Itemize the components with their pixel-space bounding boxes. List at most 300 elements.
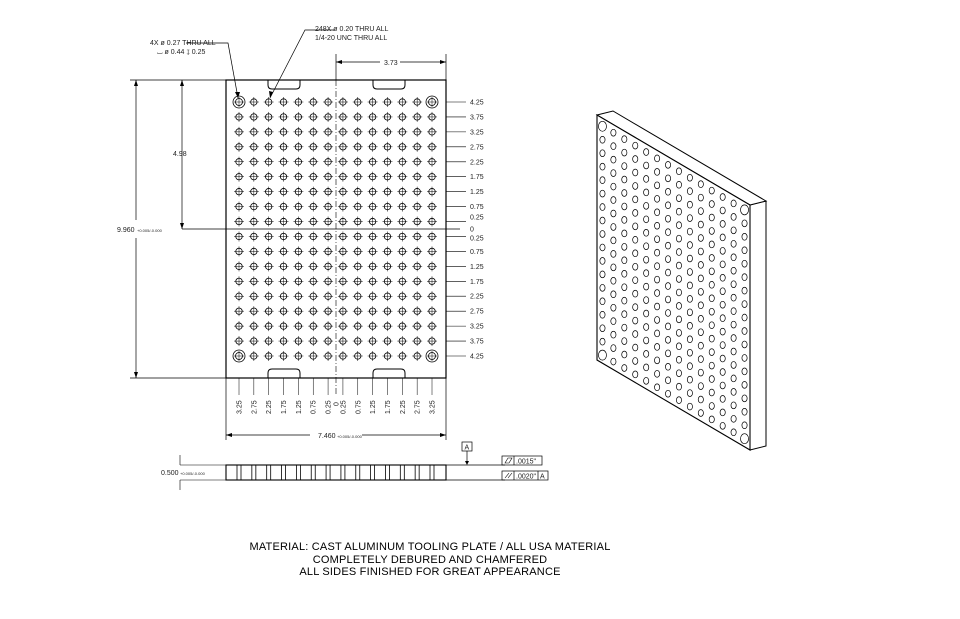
iso-grid-hole (665, 215, 670, 222)
grid-hole (293, 187, 303, 197)
grid-hole (397, 261, 407, 271)
grid-hole (279, 246, 289, 256)
iso-grid-hole (698, 288, 703, 295)
iso-grid-hole (720, 194, 725, 201)
grid-hole (279, 202, 289, 212)
flatness-icon (505, 458, 512, 463)
grid-hole (249, 157, 259, 167)
iso-grid-hole (676, 181, 681, 188)
parallelism-icon (505, 473, 512, 478)
grid-hole (279, 157, 289, 167)
iso-grid-hole (709, 214, 714, 221)
grid-hole (353, 231, 363, 241)
iso-grid-hole (633, 236, 638, 243)
iso-grid-hole (709, 228, 714, 235)
bottom-slot (373, 369, 405, 378)
iso-grid-hole (742, 287, 747, 294)
iso-grid-hole (633, 142, 638, 149)
iso-grid-hole (600, 204, 605, 211)
iso-grid-hole (720, 315, 725, 322)
grid-hole (279, 142, 289, 152)
grid-hole (293, 231, 303, 241)
grid-hole (264, 231, 274, 241)
iso-grid-hole (600, 217, 605, 224)
grid-hole (412, 187, 422, 197)
grid-hole (427, 172, 437, 182)
iso-grid-hole (611, 318, 616, 325)
grid-hole (412, 142, 422, 152)
iso-tooling-hole (598, 350, 606, 360)
iso-grid-hole (698, 342, 703, 349)
grid-hole (353, 187, 363, 197)
grid-hole (412, 202, 422, 212)
iso-tooling-hole (741, 434, 749, 444)
iso-grid-hole (709, 241, 714, 248)
iso-front-face (597, 115, 750, 450)
iso-grid-hole (622, 257, 627, 264)
grid-hole (382, 127, 392, 137)
iso-grid-hole (611, 183, 616, 190)
iso-grid-hole (600, 271, 605, 278)
grid-hole (397, 351, 407, 361)
iso-grid-hole (720, 342, 725, 349)
grid-hole (323, 202, 333, 212)
grid-hole (353, 127, 363, 137)
grid-hole (338, 187, 348, 197)
iso-grid-hole (731, 335, 736, 342)
grid-hole (353, 202, 363, 212)
iso-grid-hole (665, 350, 670, 357)
grid-hole (234, 112, 244, 122)
iso-grid-hole (731, 348, 736, 355)
grid-hole (234, 336, 244, 346)
note-finish: ALL SIDES FINISHED FOR GREAT APPEARANCE (299, 566, 561, 578)
column-label: 1.25 (295, 400, 303, 414)
iso-grid-hole (709, 187, 714, 194)
iso-grid-hole (611, 224, 616, 231)
iso-grid-hole (611, 237, 616, 244)
grid-hole (427, 202, 437, 212)
grid-hole (308, 336, 318, 346)
grid-hole (279, 112, 289, 122)
iso-grid-hole (676, 383, 681, 390)
drawing-notes (200, 541, 660, 579)
grid-hole (338, 276, 348, 286)
grid-hole (397, 336, 407, 346)
iso-grid-hole (633, 344, 638, 351)
grid-hole (249, 246, 259, 256)
grid-hole (397, 157, 407, 167)
grid-hole (249, 321, 259, 331)
column-label: 2.25 (266, 400, 274, 414)
grid-hole (427, 321, 437, 331)
grid-hole (382, 276, 392, 286)
grid-hole (293, 97, 303, 107)
grid-hole (368, 127, 378, 137)
grid-hole (338, 97, 348, 107)
grid-hole (397, 291, 407, 301)
iso-grid-hole (644, 364, 649, 371)
counterbore-callout: ⌴ ø 0.44 ↧ 0.25 (157, 49, 206, 56)
grid-hole (323, 276, 333, 286)
iso-grid-hole (687, 269, 692, 276)
tooling-hole-callout: 4X ø 0.27 THRU ALL (150, 40, 216, 47)
grid-hole (264, 351, 274, 361)
iso-grid-hole (731, 240, 736, 247)
grid-hole (427, 261, 437, 271)
iso-grid-hole (655, 330, 660, 337)
iso-grid-hole (665, 296, 670, 303)
note-deburr: COMPLETELY DEBURED AND CHAMFERED (312, 553, 548, 566)
iso-grid-hole (676, 329, 681, 336)
iso-grid-hole (731, 362, 736, 369)
iso-grid-hole (720, 247, 725, 254)
iso-grid-hole (622, 270, 627, 277)
iso-grid-hole (611, 264, 616, 271)
grid-hole (427, 142, 437, 152)
grid-hole (234, 321, 244, 331)
iso-grid-hole (698, 181, 703, 188)
grid-hole (412, 336, 422, 346)
iso-grid-hole (644, 270, 649, 277)
iso-grid-hole (611, 358, 616, 365)
iso-grid-hole (742, 355, 747, 362)
iso-grid-hole (655, 317, 660, 324)
grid-hole (397, 97, 407, 107)
grid-hole (382, 351, 392, 361)
grid-hole-callout: 248X ø 0.20 THRU ALL (315, 26, 389, 33)
grid-hole (308, 217, 318, 227)
row-label: 2.25 (470, 159, 484, 167)
iso-grid-hole (655, 384, 660, 391)
grid-hole (308, 187, 318, 197)
bottom-slot (268, 369, 300, 378)
iso-grid-hole (655, 182, 660, 189)
grid-hole (249, 276, 259, 286)
iso-grid-hole (644, 256, 649, 263)
grid-hole (308, 97, 318, 107)
iso-grid-hole (709, 201, 714, 208)
grid-hole (382, 306, 392, 316)
iso-grid-hole (698, 329, 703, 336)
grid-hole (427, 127, 437, 137)
grid-hole (264, 157, 274, 167)
grid-hole (264, 97, 274, 107)
grid-hole (279, 217, 289, 227)
iso-grid-hole (611, 345, 616, 352)
dim-width: 7.460 (318, 433, 336, 440)
iso-grid-hole (600, 190, 605, 197)
iso-grid-hole (665, 256, 670, 263)
iso-grid-hole (611, 210, 616, 217)
row-label: 2.75 (470, 144, 484, 152)
iso-grid-hole (600, 163, 605, 170)
grid-hole (264, 336, 274, 346)
iso-grid-hole (665, 336, 670, 343)
iso-grid-hole (720, 288, 725, 295)
grid-hole (368, 291, 378, 301)
grid-hole (264, 246, 274, 256)
iso-grid-hole (742, 368, 747, 375)
iso-grid-hole (742, 301, 747, 308)
grid-hole (427, 231, 437, 241)
iso-grid-hole (611, 304, 616, 311)
iso-grid-hole (676, 195, 681, 202)
iso-grid-hole (698, 208, 703, 215)
grid-hole (397, 306, 407, 316)
iso-grid-hole (644, 149, 649, 156)
iso-grid-hole (742, 341, 747, 348)
grid-hole (412, 97, 422, 107)
grid-hole (323, 97, 333, 107)
iso-grid-hole (633, 156, 638, 163)
iso-grid-hole (698, 383, 703, 390)
grid-hole (397, 202, 407, 212)
grid-hole (338, 321, 348, 331)
grid-hole (234, 276, 244, 286)
grid-hole (353, 351, 363, 361)
iso-grid-hole (655, 263, 660, 270)
iso-grid-hole (720, 369, 725, 376)
grid-hole (338, 127, 348, 137)
grid-hole (234, 306, 244, 316)
iso-grid-hole (698, 248, 703, 255)
iso-grid-hole (731, 200, 736, 207)
iso-grid-hole (644, 283, 649, 290)
iso-grid-hole (687, 390, 692, 397)
iso-grid-hole (698, 356, 703, 363)
iso-grid-hole (676, 397, 681, 404)
iso-grid-hole (622, 203, 627, 210)
grid-hole (368, 231, 378, 241)
row-label: 4.25 (470, 99, 484, 107)
iso-grid-hole (709, 335, 714, 342)
iso-grid-hole (633, 250, 638, 257)
iso-grid-hole (687, 403, 692, 410)
iso-grid-hole (742, 422, 747, 429)
column-label: 3.25 (429, 400, 437, 414)
grid-hole (279, 336, 289, 346)
iso-grid-hole (731, 254, 736, 261)
dim-height: 9.960 (117, 227, 135, 234)
row-label: 1.75 (470, 174, 484, 182)
iso-tooling-hole (598, 121, 606, 131)
iso-grid-hole (655, 155, 660, 162)
grid-hole (249, 231, 259, 241)
iso-grid-hole (622, 136, 627, 143)
grid-hole (264, 127, 274, 137)
iso-grid-hole (622, 163, 627, 170)
grid-hole (353, 217, 363, 227)
iso-grid-hole (687, 282, 692, 289)
iso-grid-hole (676, 370, 681, 377)
grid-hole (382, 112, 392, 122)
iso-grid-hole (676, 222, 681, 229)
iso-grid-hole (698, 221, 703, 228)
iso-grid-hole (709, 281, 714, 288)
grid-hole (234, 261, 244, 271)
iso-grid-hole (720, 234, 725, 241)
iso-grid-hole (698, 275, 703, 282)
grid-hole (353, 276, 363, 286)
grid-hole (427, 157, 437, 167)
grid-hole (412, 231, 422, 241)
grid-hole (323, 261, 333, 271)
iso-grid-hole (644, 297, 649, 304)
grid-hole (353, 172, 363, 182)
grid-hole (368, 187, 378, 197)
iso-grid-hole (633, 304, 638, 311)
iso-grid-hole (720, 396, 725, 403)
column-label: 0.25 (325, 400, 333, 414)
iso-tooling-hole (741, 205, 749, 215)
grid-hole (368, 276, 378, 286)
row-label: 2.75 (470, 308, 484, 316)
grid-hole (397, 172, 407, 182)
iso-grid-hole (720, 409, 725, 416)
iso-grid-hole (698, 262, 703, 269)
iso-grid-hole (698, 410, 703, 417)
grid-hole (279, 97, 289, 107)
iso-grid-hole (687, 201, 692, 208)
iso-grid-hole (687, 215, 692, 222)
grid-hole (279, 276, 289, 286)
grid-hole (338, 291, 348, 301)
iso-grid-hole (742, 220, 747, 227)
datum-label: A (464, 444, 470, 452)
note-material: MATERIAL: CAST ALUMINUM TOOLING PLATE / ALL USA MATERIAL (249, 541, 611, 553)
iso-grid-hole (611, 250, 616, 257)
iso-grid-hole (687, 309, 692, 316)
grid-hole (382, 231, 392, 241)
grid-hole (397, 231, 407, 241)
grid-hole (427, 291, 437, 301)
iso-grid-hole (720, 261, 725, 268)
iso-grid-hole (633, 277, 638, 284)
iso-grid-hole (687, 242, 692, 249)
iso-grid-hole (665, 161, 670, 168)
iso-grid-hole (698, 369, 703, 376)
column-label: 0 (333, 402, 341, 406)
iso-grid-hole (709, 322, 714, 329)
iso-grid-hole (731, 415, 736, 422)
iso-grid-hole (655, 290, 660, 297)
side-view (180, 442, 548, 490)
grid-hole (338, 306, 348, 316)
grid-hole (412, 261, 422, 271)
grid-hole (427, 112, 437, 122)
grid-hole (412, 276, 422, 286)
grid-hole (249, 261, 259, 271)
grid-hole (382, 291, 392, 301)
grid-hole (353, 291, 363, 301)
iso-grid-hole (720, 422, 725, 429)
grid-hole (293, 157, 303, 167)
grid-hole (323, 127, 333, 137)
iso-grid-hole (622, 284, 627, 291)
column-label: 1.75 (281, 400, 289, 414)
grid-hole (308, 202, 318, 212)
iso-grid-hole (644, 337, 649, 344)
grid-hole (249, 142, 259, 152)
iso-grid-hole (611, 129, 616, 136)
grid-hole (368, 351, 378, 361)
grid-hole (308, 306, 318, 316)
grid-hole (338, 336, 348, 346)
grid-hole (323, 172, 333, 182)
grid-hole (427, 306, 437, 316)
iso-grid-hole (709, 416, 714, 423)
grid-hole (412, 157, 422, 167)
iso-grid-hole (622, 243, 627, 250)
iso-grid-hole (633, 223, 638, 230)
iso-grid-hole (633, 169, 638, 176)
column-label: 3.25 (236, 400, 244, 414)
grid-hole (412, 172, 422, 182)
iso-grid-hole (742, 381, 747, 388)
grid-hole (308, 231, 318, 241)
iso-grid-hole (644, 324, 649, 331)
iso-grid-hole (731, 388, 736, 395)
dim-thickness: 0.500 (161, 470, 179, 477)
grid-hole (249, 291, 259, 301)
row-label: 0.75 (470, 248, 484, 256)
iso-grid-hole (742, 395, 747, 402)
grid-hole (279, 321, 289, 331)
grid-hole (249, 97, 259, 107)
column-label: 0.75 (355, 400, 363, 414)
grid-hole (353, 306, 363, 316)
iso-grid-hole (720, 207, 725, 214)
iso-grid-hole (611, 331, 616, 338)
grid-hole (234, 157, 244, 167)
isometric-view (597, 111, 766, 450)
iso-grid-hole (742, 274, 747, 281)
grid-hole (338, 202, 348, 212)
iso-grid-hole (622, 324, 627, 331)
iso-grid-hole (742, 328, 747, 335)
iso-grid-hole (731, 267, 736, 274)
grid-hole (382, 97, 392, 107)
top-slot (268, 80, 300, 89)
iso-grid-hole (687, 174, 692, 181)
grid-hole (338, 142, 348, 152)
iso-grid-hole (655, 276, 660, 283)
grid-hole (279, 291, 289, 301)
grid-hole (427, 276, 437, 286)
grid-hole (353, 336, 363, 346)
tooling-hole (426, 96, 438, 108)
grid-hole (249, 217, 259, 227)
iso-grid-hole (687, 336, 692, 343)
grid-hole (427, 187, 437, 197)
grid-hole (308, 276, 318, 286)
grid-hole (234, 202, 244, 212)
grid-hole (293, 127, 303, 137)
grid-hole (249, 127, 259, 137)
iso-grid-hole (633, 358, 638, 365)
iso-grid-hole (687, 349, 692, 356)
grid-hole (293, 246, 303, 256)
grid-hole (308, 172, 318, 182)
dim-width-tol: +0.005/-0.000 (337, 434, 362, 439)
thread-callout: 1/4-20 UNC THRU ALL (315, 35, 388, 42)
iso-grid-hole (655, 249, 660, 256)
grid-hole (397, 276, 407, 286)
grid-hole (308, 246, 318, 256)
iso-grid-hole (665, 202, 670, 209)
iso-grid-hole (655, 343, 660, 350)
